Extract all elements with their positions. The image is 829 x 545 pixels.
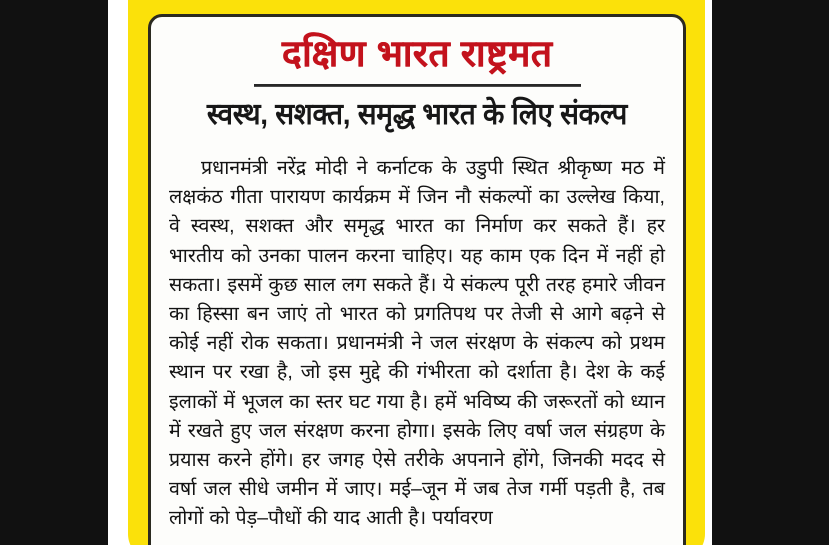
newspaper-masthead: दक्षिण भारत राष्ट्रमत [281,33,553,74]
letterbox-left [0,0,108,545]
letterbox-right [712,0,829,545]
masthead-divider [254,84,581,87]
article-body-text: प्रधानमंत्री नरेंद्र मोदी ने कर्नाटक के उडुपी स्थित श्रीकृष्ण मठ में लक्षकंठ गीता पारायण कार्यक्रम में जिन नौ संकल्पों का उल्लेख किया, वे स्वस्थ, सशक्त और समृद्ध भारत का निर्माण कर सकते हैं। हर भारतीय को उनका पालन करना चाहिए। यह काम एक दिन में नहीं हो सकता। इसमें कुछ साल लग सकते हैं। ये संकल्प पूरी तरह हमारे जीवन का हिस्सा बन जाएं तो भारत को प्रगतिपथ पर तेजी से आगे बढ़ने से कोई नहीं रोक सकता। प्रधानमंत्री ने जल संरक्षण के संकल्प को प्रथम स्थान पर रखा है, जो इस मुद्दे की गंभीरता को दर्शाता है। देश के कई इलाकों में भूजल का स्तर घट गया है। हमें भविष्य की जरूरतों को ध्यान में रखते हुए जल संरक्षण करना होगा। इसके लिए वर्षा जल संग्रहण के प्रयास करने होंगे। हर जगह ऐसे तरीके अपनाने होंगे, जिनकी मदद से वर्षा जल सीधे जमीन में जाए। मई–जून में जब तेज गर्मी पड़ती है, तब लोगों को पेड़–पौधों की याद आती है। पर्यावरण [169,156,665,530]
newspaper-clipping-card [128,0,705,545]
clipping-inner-frame [148,14,686,545]
masthead-divider-wrap [165,84,669,87]
article-headline: स्वस्थ, सशक्त, समृद्ध भारत के लिए संकल्प [206,97,628,131]
